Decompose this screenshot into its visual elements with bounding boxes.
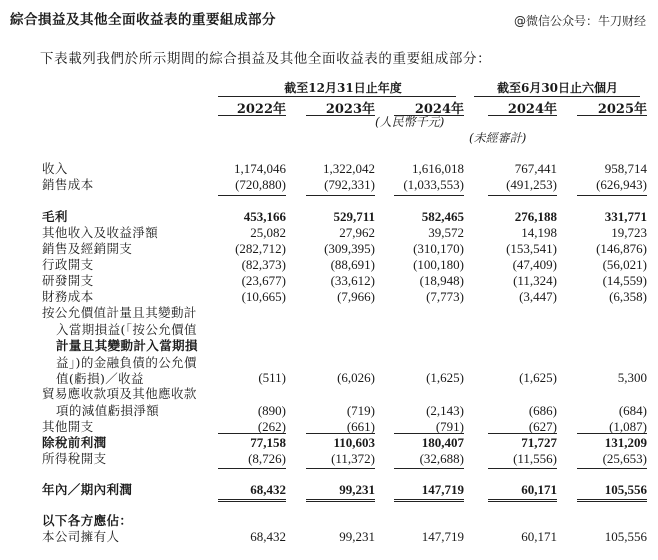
- row-label: 本公司擁有人: [42, 529, 120, 544]
- section-title: 綜合損益及其他全面收益表的重要組成部分: [10, 12, 276, 28]
- row-label-line: 項的減值虧損淨額: [56, 402, 160, 418]
- cell-value: (6,026): [337, 370, 375, 385]
- cell-value: 529,711: [333, 209, 375, 224]
- cell-value: (1,033,553): [403, 177, 464, 192]
- row-label: 財務成本: [42, 289, 94, 304]
- subtotal-rule: [577, 195, 647, 196]
- cell-value: (2,143): [426, 403, 464, 418]
- cell-value: 331,771: [604, 209, 647, 224]
- cell-value: 19,723: [611, 225, 647, 240]
- subtotal-rule: [488, 195, 557, 196]
- cell-value: (1,087): [609, 419, 647, 434]
- subtotal-rule: [218, 195, 286, 196]
- cell-value: (47,409): [512, 257, 557, 272]
- cell-value: 25,082: [250, 225, 286, 240]
- subtotal-rule: [488, 468, 557, 469]
- subtotal-rule: [577, 468, 647, 469]
- watermark: @微信公众号：牛刀财经: [513, 14, 646, 28]
- cell-value: (684): [618, 403, 647, 418]
- cell-value: (100,180): [413, 257, 464, 272]
- cell-value: (33,612): [330, 273, 375, 288]
- row-label: 除稅前利潤: [42, 435, 107, 450]
- year-header-2023: 2023年: [325, 102, 375, 117]
- header-group-interim-rule: [474, 96, 640, 97]
- table-row: [0, 273, 658, 289]
- row-label: 銷售及經銷開支: [42, 241, 133, 256]
- header-group-annual-rule: [218, 96, 456, 97]
- cell-value: 105,556: [604, 529, 647, 544]
- cell-value: (262): [257, 419, 286, 434]
- cell-value: (6,358): [609, 289, 647, 304]
- cell-value: (791): [435, 419, 464, 434]
- cell-value: (720,880): [235, 177, 286, 192]
- row-label: 所得稅開支: [42, 451, 107, 466]
- cell-value: (661): [346, 419, 375, 434]
- cell-value: 147,719: [421, 482, 464, 497]
- cell-value: (309,395): [324, 241, 375, 256]
- cell-value: 958,714: [604, 161, 647, 176]
- cell-value: (146,876): [596, 241, 647, 256]
- cell-value: (11,324): [513, 273, 557, 288]
- cell-value: 767,441: [514, 161, 557, 176]
- cell-value: 131,209: [604, 435, 647, 450]
- cell-value: (491,253): [506, 177, 557, 192]
- row-label: 其他收入及收益淨額: [42, 225, 159, 240]
- header-group-interim: 截至6月30日止六個月: [496, 81, 619, 95]
- cell-value: (7,773): [426, 289, 464, 304]
- table-row: [0, 370, 658, 386]
- cell-value: 14,198: [521, 225, 557, 240]
- row-label-line: 益」)的金融負債的公允價: [56, 354, 197, 370]
- row-label: 其他開支: [42, 419, 94, 434]
- cell-value: (1,625): [426, 370, 464, 385]
- table-row: [0, 161, 658, 177]
- row-label: 行政開支: [42, 257, 94, 272]
- subtotal-rule: [306, 195, 375, 196]
- cell-value: 68,432: [250, 482, 286, 497]
- total-double-rule: [577, 499, 647, 502]
- total-double-rule: [488, 499, 557, 502]
- cell-value: 60,171: [521, 482, 557, 497]
- year-rule: [488, 115, 557, 116]
- cell-value: (511): [258, 370, 286, 385]
- unaudited-note: (未經審計): [469, 131, 527, 145]
- cell-value: (686): [528, 403, 557, 418]
- total-double-rule: [306, 499, 375, 502]
- cell-value: (82,373): [241, 257, 286, 272]
- cell-value: (792,331): [324, 177, 375, 192]
- cell-value: (10,665): [241, 289, 286, 304]
- cell-value: (11,372): [331, 451, 375, 466]
- table-row: [0, 225, 658, 241]
- subtotal-rule: [218, 433, 286, 434]
- cell-value: (310,170): [413, 241, 464, 256]
- table-row: [0, 513, 658, 529]
- subtotal-rule: [218, 468, 286, 469]
- cell-value: 582,465: [421, 209, 464, 224]
- table-row: [0, 435, 658, 451]
- cell-value: (890): [257, 403, 286, 418]
- cell-value: 39,572: [428, 225, 464, 240]
- total-double-rule: [218, 499, 286, 502]
- intro-text: 下表載列我們於所示期間的綜合損益及其他全面收益表的重要組成部分：: [40, 51, 492, 67]
- cell-value: 77,158: [250, 435, 286, 450]
- table-row: [0, 482, 658, 498]
- cell-value: (8,726): [248, 451, 286, 466]
- table-row: [0, 177, 658, 193]
- cell-value: 276,188: [514, 209, 557, 224]
- row-label: 收入: [42, 161, 68, 176]
- year-rule: [218, 115, 286, 116]
- cell-value: (626,943): [596, 177, 647, 192]
- cell-value: 27,962: [339, 225, 375, 240]
- row-label-line: 貿易應收款項及其他應收款: [42, 386, 197, 401]
- subtotal-rule: [394, 195, 464, 196]
- subtotal-rule: [577, 433, 647, 434]
- cell-value: 180,407: [421, 435, 464, 450]
- cell-value: 105,556: [604, 482, 647, 497]
- subtotal-rule: [394, 433, 464, 434]
- cell-value: (1,625): [519, 370, 557, 385]
- cell-value: (153,541): [506, 241, 557, 256]
- cell-value: 68,432: [250, 529, 286, 544]
- year-header-2024-h1: 2024年: [507, 102, 557, 117]
- cell-value: (7,966): [337, 289, 375, 304]
- cell-value: (3,447): [519, 289, 557, 304]
- cell-value: (627): [528, 419, 557, 434]
- row-label: 毛利: [42, 209, 68, 224]
- cell-value: (719): [346, 403, 375, 418]
- cell-value: 99,231: [339, 529, 375, 544]
- subtotal-rule: [488, 433, 557, 434]
- subtotal-rule: [306, 468, 375, 469]
- row-label-line: 入當期損益(「按公允價值: [56, 321, 197, 337]
- cell-value: 1,322,042: [323, 161, 375, 176]
- cell-value: (56,021): [602, 257, 647, 272]
- cell-value: 147,719: [421, 529, 464, 544]
- cell-value: (25,653): [602, 451, 647, 466]
- cell-value: 1,616,018: [412, 161, 464, 176]
- row-label: 以下各方應佔：: [42, 513, 133, 528]
- total-double-rule: [394, 499, 464, 502]
- cell-value: (14,559): [602, 273, 647, 288]
- row-label-line: 按公允價值計量且其變動計: [42, 305, 197, 320]
- row-label: 銷售成本: [42, 177, 94, 192]
- row-label-line: 值(虧損)／收益: [56, 371, 144, 386]
- table-row: [0, 209, 658, 225]
- year-rule: [577, 115, 647, 116]
- row-label: 年內／期內利潤: [42, 482, 133, 497]
- table-row: [0, 257, 658, 273]
- table-row: [0, 529, 658, 545]
- year-header-2024: 2024年: [414, 102, 464, 117]
- subtotal-rule: [394, 468, 464, 469]
- unit-note: (人民幣千元): [375, 115, 445, 129]
- cell-value: 453,166: [243, 209, 286, 224]
- table-row: [0, 403, 658, 419]
- table-row: [0, 451, 658, 467]
- cell-value: (18,948): [419, 273, 464, 288]
- cell-value: (23,677): [241, 273, 286, 288]
- cell-value: 110,603: [333, 435, 375, 450]
- row-label: 研發開支: [42, 273, 94, 288]
- cell-value: (282,712): [235, 241, 286, 256]
- cell-value: 99,231: [339, 482, 375, 497]
- cell-value: 1,174,046: [234, 161, 286, 176]
- cell-value: 60,171: [521, 529, 557, 544]
- year-header-2022: 2022年: [236, 102, 286, 117]
- cell-value: (11,556): [513, 451, 557, 466]
- header-group-annual: 截至12月31日止年度: [284, 81, 402, 95]
- cell-value: (88,691): [330, 257, 375, 272]
- cell-value: (32,688): [419, 451, 464, 466]
- subtotal-rule: [306, 433, 375, 434]
- cell-value: 71,727: [521, 435, 557, 450]
- year-rule: [306, 115, 375, 116]
- cell-value: 5,300: [617, 370, 647, 385]
- row-label-line: 計量且其變動計入當期損: [56, 338, 198, 353]
- year-header-2025-h1: 2025年: [597, 102, 647, 117]
- table-row: [0, 289, 658, 305]
- table-row: [0, 241, 658, 257]
